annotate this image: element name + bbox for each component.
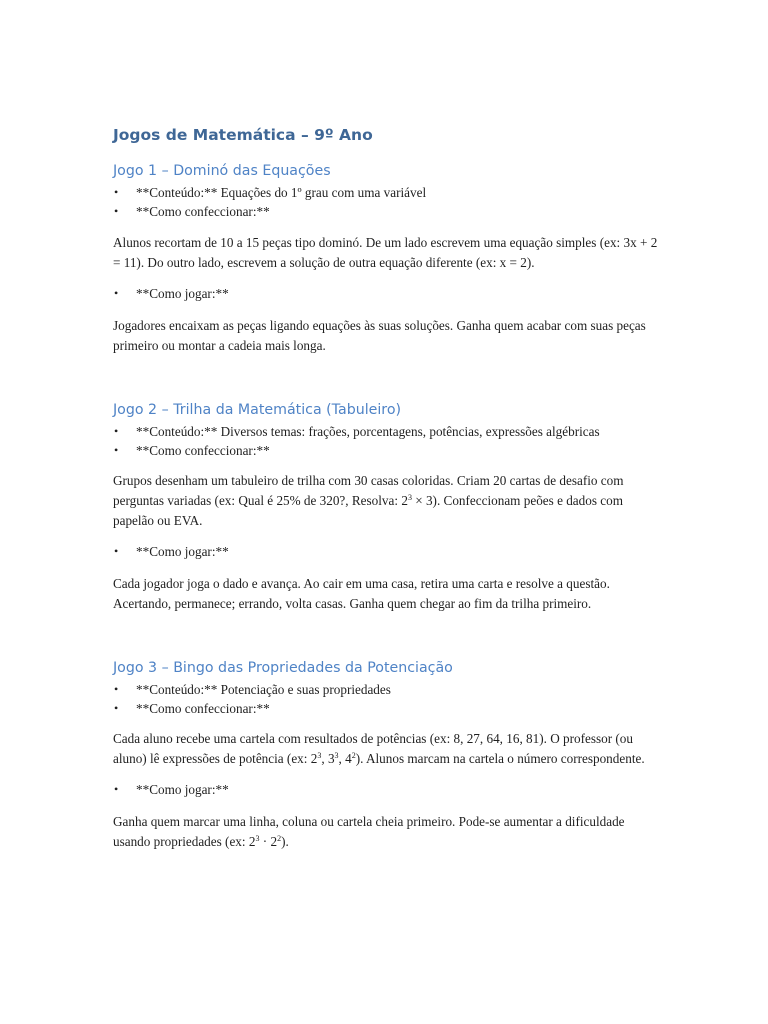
bullet-icon: • — [114, 185, 119, 199]
game-1-play-bullets — [113, 284, 658, 303]
game-2-content: **Conteúdo:** Diversos temas: frações, porcentagens, potências, expressões algébricas — [136, 424, 600, 439]
list-item — [113, 284, 658, 303]
game-1-play-label: **Como jogar:** — [136, 286, 229, 301]
game-3-play-text: Ganha quem marcar uma linha, coluna ou cartela cheia primeiro. Pode-se aumentar a dificuldade usando propriedades (ex: $2^3 \cdot 2^2$). — [113, 814, 625, 849]
game-3-make-text: Cada aluno recebe uma cartela com resultados de potências (ex: 8, 27, 64, 16, 81). O professor (ou aluno) lê expressões de potência (ex: $2^3$, $3^3$, $4^2$). Alunos marcam na cartela o número correspondente. — [113, 731, 645, 766]
bullet-icon: • — [114, 782, 119, 796]
list-item — [113, 183, 658, 202]
game-3-play-label: **Como jogar:** — [136, 782, 229, 797]
bullet-icon: • — [114, 682, 119, 696]
game-2-make-text: Grupos desenham um tabuleiro de trilha com 30 casas coloridas. Criam 20 cartas de desafio com perguntas variadas (ex: Qual é 25% de 320?, Resolva: $2^3 \times 3$). Confeccionam peões e dados com papelão ou EVA. — [113, 473, 624, 528]
list-item — [113, 422, 658, 441]
list-item — [113, 441, 658, 460]
game-3-heading: Jogo 3 – Bingo das Propriedades da Potenciação — [113, 660, 453, 676]
document-title: Jogos de Matemática – 9º Ano — [113, 126, 373, 144]
game-1-bullets — [113, 183, 658, 221]
game-2-bullets — [113, 422, 658, 460]
bullet-icon: • — [114, 544, 119, 558]
game-3-content: **Conteúdo:** Potenciação e suas propriedades — [136, 682, 391, 697]
bullet-icon: • — [114, 204, 119, 218]
game-1-content: **Conteúdo:** Equações do 1º grau com uma variável — [136, 185, 427, 200]
list-item — [113, 699, 658, 718]
bullet-icon: • — [114, 701, 119, 715]
game-2-play-text: Cada jogador joga o dado e avança. Ao cair em uma casa, retira uma carta e resolve a questão. Acertando, permanece; errando, volta casas. Ganha quem chegar ao fim da trilha primeiro. — [113, 576, 610, 611]
list-item — [113, 542, 658, 561]
game-1-make-text: Alunos recortam de 10 a 15 peças tipo dominó. De um lado escrevem uma equação simples (ex: 3x + 2 = 11). Do outro lado, escrevem a solução de outra equação diferente (ex: x = 2). — [113, 235, 658, 270]
bullet-icon: • — [114, 286, 119, 300]
game-3-bullets — [113, 680, 658, 718]
list-item — [113, 202, 658, 221]
game-3-play-bullets — [113, 780, 658, 799]
game-1-play-text: Jogadores encaixam as peças ligando equações às suas soluções. Ganha quem acabar com suas peças primeiro ou montar a cadeia mais longa. — [113, 318, 646, 353]
game-2-play-label: **Como jogar:** — [136, 544, 229, 559]
bullet-icon: • — [114, 424, 119, 438]
game-2-heading: Jogo 2 – Trilha da Matemática (Tabuleiro) — [113, 402, 402, 418]
bullet-icon: • — [114, 443, 119, 457]
game-3-make-label: **Como confeccionar:** — [136, 701, 270, 716]
list-item — [113, 680, 658, 699]
game-2-make-label: **Como confeccionar:** — [136, 443, 270, 458]
list-item — [113, 780, 658, 799]
game-1-make-label: **Como confeccionar:** — [136, 204, 270, 219]
document-page — [113, 124, 658, 852]
game-2-play-bullets — [113, 542, 658, 561]
game-1-heading: Jogo 1 – Dominó das Equações — [113, 163, 331, 179]
